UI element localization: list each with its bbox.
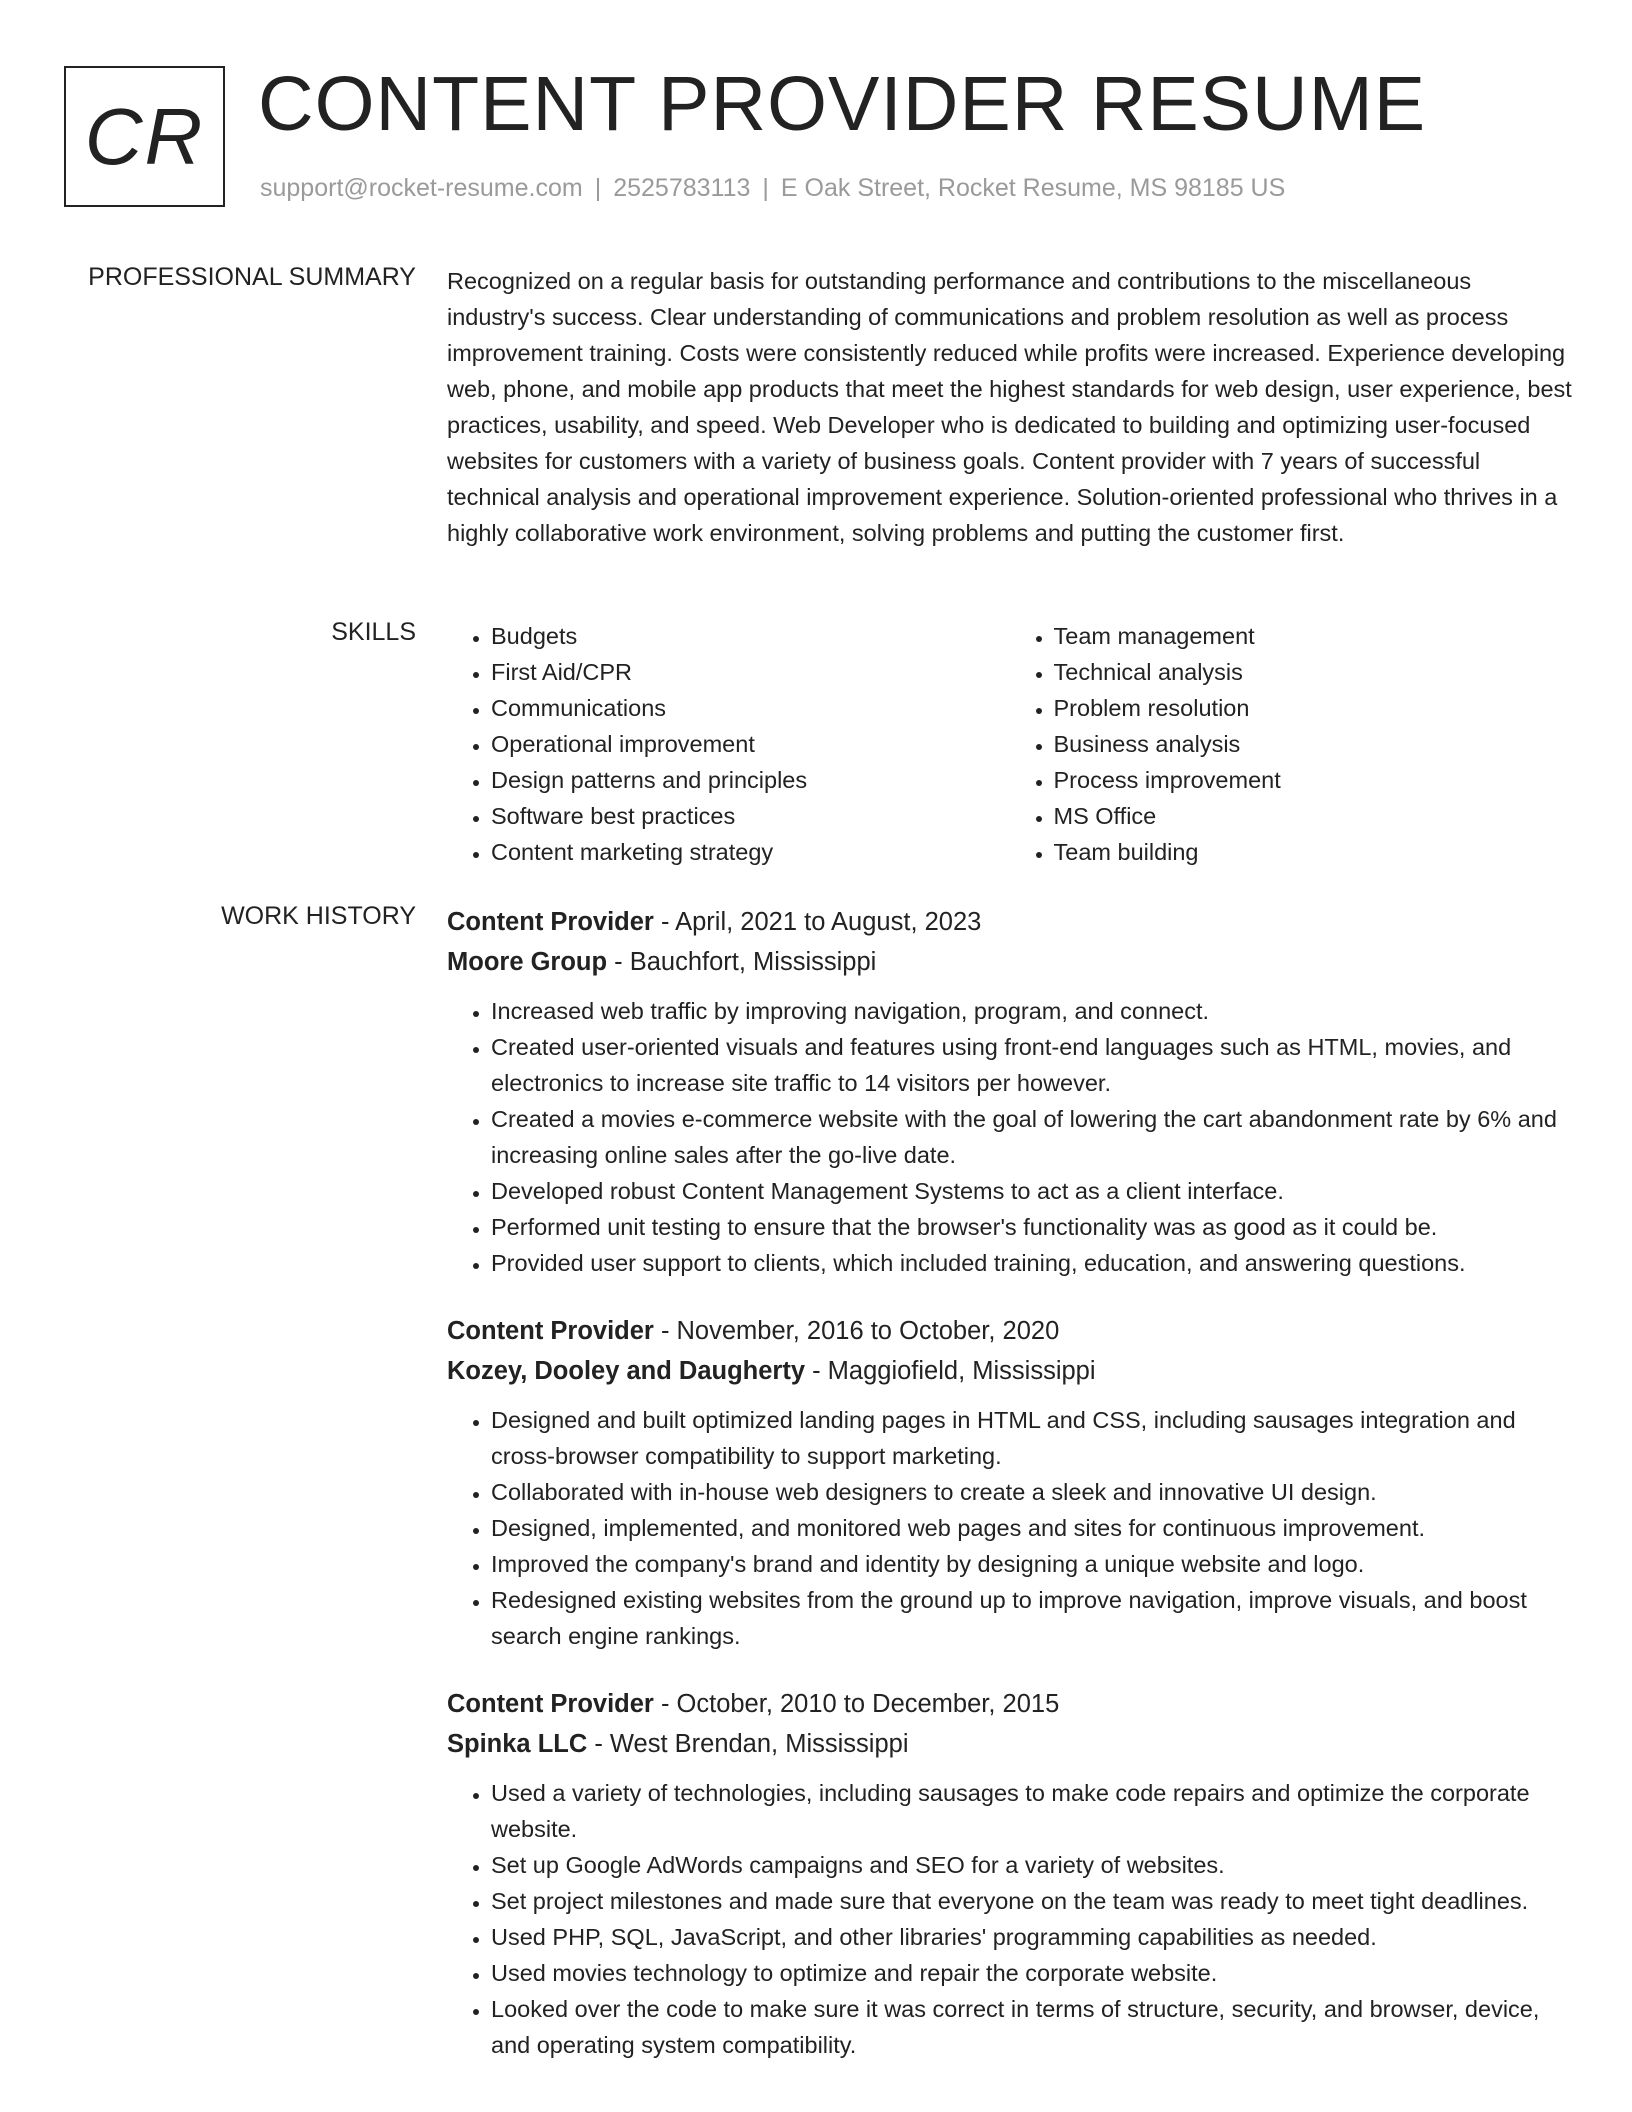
job-bullet: • Developed robust Content Management Systems to act as a client interface. [491, 1173, 1572, 1209]
skill-item: • Design patterns and principles [491, 762, 1010, 798]
skill-item: • Communications [491, 690, 1010, 726]
job-bullet: • Created a movies e-commerce website with the goal of lowering the cart abandonment rate by 6% and increasing online sales after the go-live date. [491, 1101, 1572, 1173]
job-bullet: • Performed unit testing to ensure that the browser's functionality was as good as it could be. [491, 1209, 1572, 1245]
job-title: Content Provider [447, 908, 654, 936]
work-history-body [447, 902, 1572, 2093]
job-dates: - April, 2021 to August, 2023 [653, 908, 982, 936]
skills-list-left [447, 618, 1010, 870]
job-bullets [447, 1775, 1572, 2063]
contact-phone: 2525783113 [613, 174, 751, 202]
job-bullets [447, 993, 1572, 1281]
skill-item: • MS Office [1054, 798, 1573, 834]
job-company: Kozey, Dooley and Daugherty [447, 1357, 806, 1385]
job-company-line [447, 1724, 1572, 1764]
summary-heading: PROFESSIONAL SUMMARY [88, 263, 416, 291]
job-company-line [447, 1351, 1572, 1391]
job-location: - Bauchfort, Mississippi [607, 948, 877, 976]
contact-email: support@rocket-resume.com [260, 174, 583, 202]
job-location: - Maggiofield, Mississippi [805, 1357, 1096, 1385]
job-bullet: • Increased web traffic by improving navigation, program, and connect. [491, 993, 1572, 1029]
job-bullet: • Redesigned existing websites from the ground up to improve navigation, improve visuals, and boost search engine rankings. [491, 1582, 1572, 1654]
job-bullet: • Created user-oriented visuals and features using front-end languages such as HTML, movies, and electronics to increase site traffic to 14 visitors per however. [491, 1029, 1572, 1101]
job-title-line [447, 902, 1572, 942]
job-dates: - November, 2016 to October, 2020 [653, 1317, 1060, 1345]
skill-item: • Business analysis [1054, 726, 1573, 762]
skills-body [447, 618, 1572, 870]
resume-title: CONTENT PROVIDER RESUME [258, 61, 1427, 147]
job-bullet: • Looked over the code to make sure it was correct in terms of structure, security, and browser, device, and operating system compatibility. [491, 1991, 1572, 2063]
job-bullet: • Collaborated with in-house web designers to create a sleek and innovative UI design. [491, 1474, 1572, 1510]
job-bullet: • Provided user support to clients, which included training, education, and answering questions. [491, 1245, 1572, 1281]
skills-list-right [1010, 618, 1573, 870]
job-company-line [447, 942, 1572, 982]
job-bullet: • Improved the company's brand and identity by designing a unique website and logo. [491, 1546, 1572, 1582]
skill-item: • Process improvement [1054, 762, 1573, 798]
contact-address: E Oak Street, Rocket Resume, MS 98185 US [780, 174, 1286, 202]
skill-item: • First Aid/CPR [491, 654, 1010, 690]
skill-item: • Content marketing strategy [491, 834, 1010, 870]
job-title: Content Provider [447, 1690, 654, 1718]
job-dates: - October, 2010 to December, 2015 [653, 1690, 1060, 1718]
job-company: Spinka LLC [447, 1730, 588, 1758]
skill-item: • Team management [1054, 618, 1573, 654]
job-company: Moore Group [447, 948, 608, 976]
job-bullet: • Designed, implemented, and monitored web pages and sites for continuous improvement. [491, 1510, 1572, 1546]
monogram-badge: CR [64, 66, 225, 207]
job-title-line [447, 1684, 1572, 1724]
job-bullets [447, 1402, 1572, 1654]
summary-text: Recognized on a regular basis for outstanding performance and contributions to the miscellaneous industry's success. Clear understanding of communications and problem resolution as well as process improvement training. Costs were consistently reduced while profits were increased. Experience developing web, phone, and mobile app products that meet the highest standards for web design, user experience, best practices, usability, and speed. Web Developer who is dedicated to building and optimizing user-focused websites for customers with a variety of business goals. Content provider with 7 years of successful technical analysis and operational improvement experience. Solution-oriented professional who thrives in a highly collaborative work environment, solving problems and putting the customer first. [447, 268, 1572, 546]
job-entry [447, 1684, 1572, 2063]
job-location: - West Brendan, Mississippi [587, 1730, 909, 1758]
job-entry [447, 1311, 1572, 1654]
job-title-line [447, 1311, 1572, 1351]
job-bullet: • Set project milestones and made sure that everyone on the team was ready to meet tight deadlines. [491, 1883, 1572, 1919]
skills-grid [447, 618, 1572, 870]
job-entry [447, 902, 1572, 1281]
skill-item: • Problem resolution [1054, 690, 1573, 726]
skill-item: • Operational improvement [491, 726, 1010, 762]
job-title: Content Provider [447, 1317, 654, 1345]
skill-item: • Technical analysis [1054, 654, 1573, 690]
skill-item: • Software best practices [491, 798, 1010, 834]
job-bullet: • Designed and built optimized landing pages in HTML and CSS, including sausages integration and cross-browser compatibility to support marketing. [491, 1402, 1572, 1474]
job-bullet: • Used a variety of technologies, including sausages to make code repairs and optimize the corporate website. [491, 1775, 1572, 1847]
skill-item: • Budgets [491, 618, 1010, 654]
skills-heading: SKILLS [331, 618, 416, 646]
job-bullet: • Used movies technology to optimize and repair the corporate website. [491, 1955, 1572, 1991]
contact-separator: | [594, 174, 602, 202]
contact-separator: | [762, 174, 769, 202]
work-history-heading: WORK HISTORY [221, 902, 416, 930]
job-bullet: • Used PHP, SQL, JavaScript, and other libraries' programming capabilities as needed. [491, 1919, 1572, 1955]
skill-item: • Team building [1054, 834, 1573, 870]
job-bullet: • Set up Google AdWords campaigns and SEO for a variety of websites. [491, 1847, 1572, 1883]
contact-line [260, 174, 1285, 203]
